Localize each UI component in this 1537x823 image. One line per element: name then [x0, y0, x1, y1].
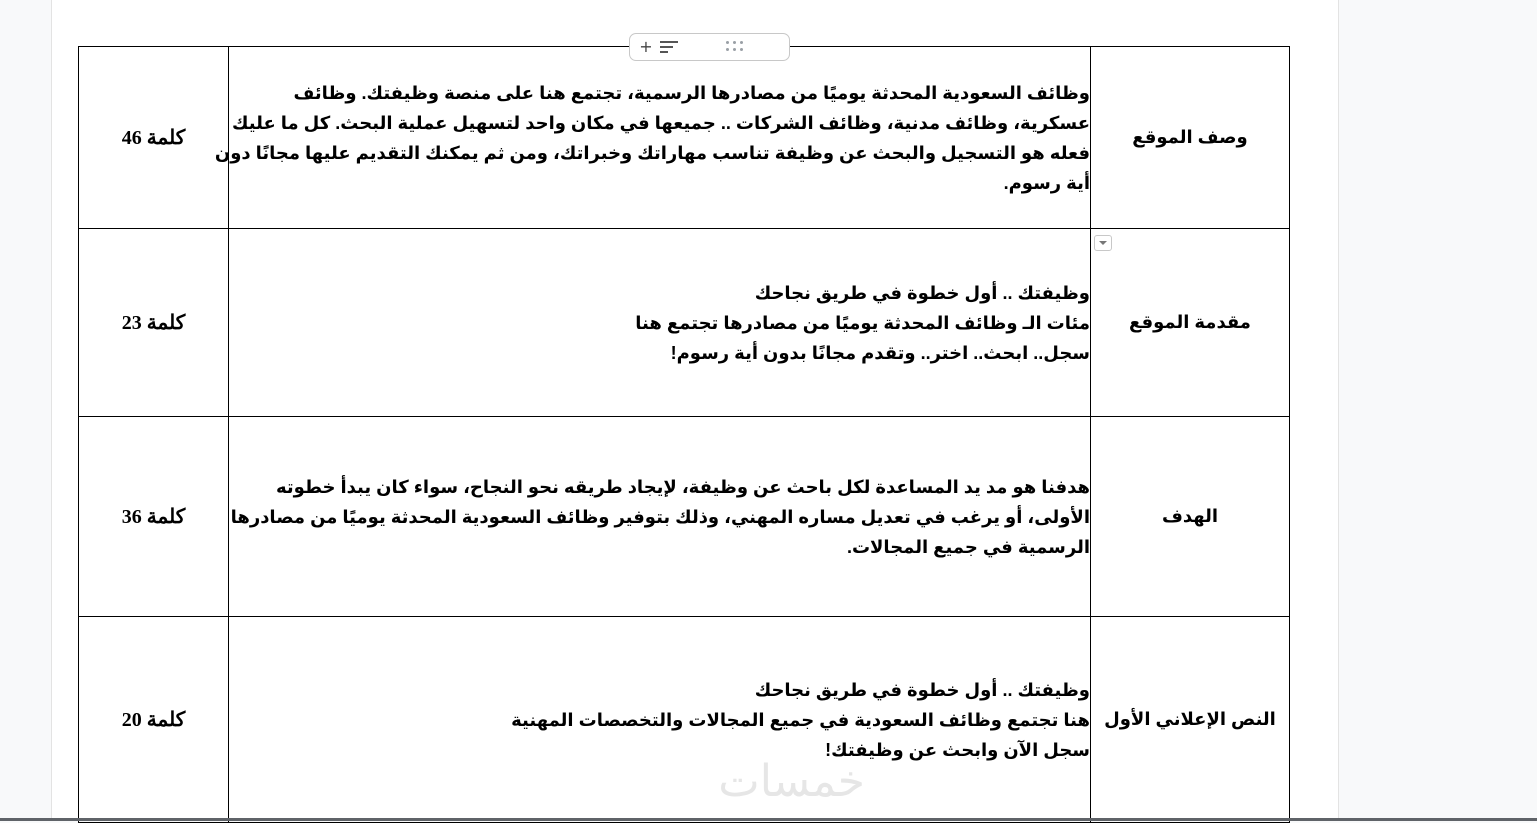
text-cell[interactable] [214, 47, 1091, 229]
text-cell[interactable] [229, 229, 1091, 417]
word-count-cell[interactable] [79, 617, 229, 823]
text-cell[interactable] [229, 617, 1091, 823]
word-count-cell[interactable] [79, 229, 229, 417]
word-count: 20 كلمة [121, 709, 186, 731]
text-line: الأولى، أو يرغب في تعديل مساره المهني، وذلك بتوفير وظائف السعودية المحدثة يوميًا من مصادرها [230, 506, 1090, 527]
text-line: سجل.. ابحث.. اختر.. وتقدم مجانًا بدون أية رسوم! [670, 342, 1090, 363]
row-label: النص الإعلاني الأول [1104, 709, 1276, 729]
label-cell[interactable] [1091, 47, 1290, 229]
text-line: هدفنا هو مد يد المساعدة لكل باحث عن وظيفة، لإيجاد طريقه نحو النجاح، سواء كان يبدأ خطوته [275, 476, 1090, 497]
label-cell[interactable] [1091, 417, 1290, 617]
text-line: فعله هو التسجيل والبحث عن وظيفة تناسب مهاراتك وخبراتك، ومن ثم يمكنك التقديم عليها مجانًا دون [214, 142, 1090, 163]
align-lines-icon[interactable] [660, 40, 678, 54]
table-row [79, 229, 1290, 417]
word-count: 46 كلمة [121, 127, 186, 149]
table-row [79, 417, 1290, 617]
table-toolbar [629, 33, 790, 61]
text-line: عسكرية، وظائف مدنية، وظائف الشركات .. جميعها في مكان واحد لتسهيل عملية البحث. كل ما عليك [232, 112, 1090, 133]
row-label: مقدمة الموقع [1129, 312, 1251, 332]
word-count-cell[interactable] [79, 417, 229, 617]
row-label: الهدف [1161, 506, 1219, 526]
row-label: وصف الموقع [1132, 127, 1248, 147]
document-page [51, 0, 1339, 818]
label-cell[interactable] [1091, 617, 1290, 823]
table-row [79, 47, 1290, 229]
text-line: سجل الآن وابحث عن وظيفتك! [825, 739, 1090, 760]
text-cell[interactable] [229, 417, 1091, 617]
text-line: الرسمية في جميع المجالات. [846, 536, 1090, 557]
cell-menu-chevron-icon[interactable] [1094, 235, 1112, 251]
content-table [78, 46, 1290, 823]
text-line: هنا تجتمع وظائف السعودية في جميع المجالات والتخصصات المهنية [511, 709, 1090, 730]
text-line: أية رسوم. [1003, 172, 1090, 193]
watermark-logo: خمسات [718, 756, 865, 807]
plus-icon[interactable]: + [639, 37, 653, 56]
text-line: مئات الـ وظائف المحدثة يوميًا من مصادرها تجتمع هنا [635, 312, 1090, 333]
drag-handle-icon[interactable] [726, 41, 746, 53]
word-count: 36 كلمة [121, 506, 186, 528]
text-line: وظيفتك .. أول خطوة في طريق نجاحك [754, 679, 1090, 700]
text-line: وظائف السعودية المحدثة يوميًا من مصادرها الرسمية، تجتمع هنا على منصة وظيفتك. وظائف [293, 82, 1090, 103]
table-row [79, 617, 1290, 823]
text-line: وظيفتك .. أول خطوة في طريق نجاحك [754, 282, 1090, 303]
word-count-cell[interactable] [79, 47, 229, 229]
label-cell[interactable] [1091, 229, 1290, 417]
word-count: 23 كلمة [121, 312, 186, 334]
